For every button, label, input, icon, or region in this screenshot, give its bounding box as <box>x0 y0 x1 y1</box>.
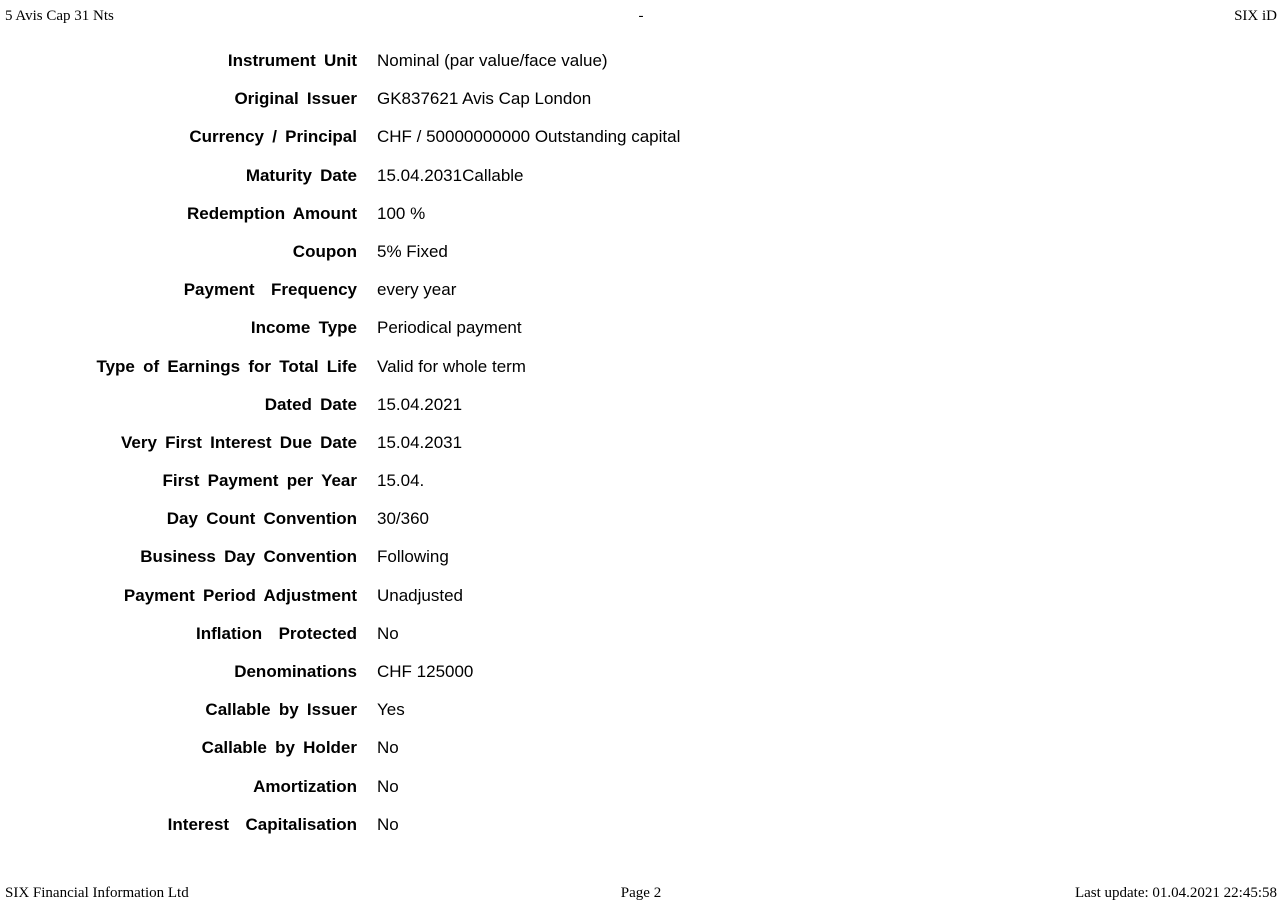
field-row <box>0 89 1282 127</box>
field-row <box>0 127 1282 165</box>
field-value: CHF / 50000000000 Outstanding capital <box>377 127 681 147</box>
field-row <box>0 586 1282 624</box>
field-row <box>0 395 1282 433</box>
field-label: Maturity Date <box>245 165 357 185</box>
footer-company: SIX Financial Information Ltd <box>5 885 189 901</box>
field-value: Valid for whole term <box>377 356 526 376</box>
field-value: Unadjusted <box>377 585 464 605</box>
field-label: Coupon <box>292 241 357 261</box>
field-label: Currency / Principal <box>189 127 357 147</box>
field-value: Periodical payment <box>377 318 522 338</box>
field-row <box>0 471 1282 509</box>
field-label: First Payment per Year <box>162 471 357 491</box>
field-label: Original Issuer <box>234 89 357 109</box>
field-value: 15.04.2031 <box>377 432 463 452</box>
page-header <box>5 7 1277 27</box>
field-label: Day Count Convention <box>166 509 357 529</box>
header-product-name: SIX iD <box>1234 8 1277 24</box>
field-row <box>0 318 1282 356</box>
field-row <box>0 547 1282 585</box>
field-row <box>0 51 1282 89</box>
field-label: Very First Interest Due Date <box>120 432 357 452</box>
field-label: Business Day Convention <box>140 547 357 567</box>
field-row <box>0 700 1282 738</box>
field-value: 15.04. <box>377 471 425 491</box>
field-value: Yes <box>377 700 405 720</box>
field-row <box>0 204 1282 242</box>
field-value: No <box>377 776 399 796</box>
field-row <box>0 738 1282 776</box>
field-value: GK837621 Avis Cap London <box>377 89 592 109</box>
field-label: Instrument Unit <box>227 51 357 70</box>
field-value: No <box>377 814 399 834</box>
field-value: Nominal (par value/face value) <box>377 51 608 70</box>
field-label: Type of Earnings for Total Life <box>96 356 357 376</box>
fields-list <box>0 51 1282 853</box>
field-value: 5% Fixed <box>377 241 448 261</box>
field-value: every year <box>377 280 457 300</box>
field-value: No <box>377 738 399 758</box>
footer-last-update: Last update: 01.04.2021 22:45:58 <box>1074 885 1277 901</box>
field-label: Dated Date <box>264 394 357 414</box>
field-label: Callable by Issuer <box>205 700 357 720</box>
page-footer <box>5 884 1277 904</box>
field-label: Denominations <box>234 662 357 681</box>
field-row <box>0 815 1282 853</box>
field-value: 15.04.2031Callable <box>377 165 524 185</box>
field-value: 15.04.2021 <box>377 394 463 414</box>
field-row <box>0 433 1282 471</box>
field-label: Amortization <box>253 776 357 796</box>
field-label: Payment Frequency <box>183 280 357 300</box>
field-value: Following <box>377 547 449 567</box>
field-label: Callable by Holder <box>201 738 357 758</box>
footer-page-number: Page 2 <box>620 885 662 901</box>
field-row <box>0 280 1282 318</box>
field-row <box>0 166 1282 204</box>
header-center-dash: - <box>638 8 644 24</box>
field-label: Income Type <box>250 318 357 338</box>
header-instrument-name: 5 Avis Cap 31 Nts <box>5 8 114 24</box>
field-label: Inflation Protected <box>196 623 357 643</box>
field-value: CHF 125000 <box>377 662 474 681</box>
field-label: Redemption Amount <box>186 203 357 223</box>
field-label: Interest Capitalisation <box>167 814 357 834</box>
field-label: Payment Period Adjustment <box>123 585 357 605</box>
field-row <box>0 662 1282 700</box>
field-row <box>0 357 1282 395</box>
field-row <box>0 777 1282 815</box>
field-value: 30/360 <box>377 509 429 529</box>
field-value: No <box>377 623 399 643</box>
field-row <box>0 509 1282 547</box>
field-value: 100 % <box>377 203 426 223</box>
field-row <box>0 624 1282 662</box>
field-row <box>0 242 1282 280</box>
